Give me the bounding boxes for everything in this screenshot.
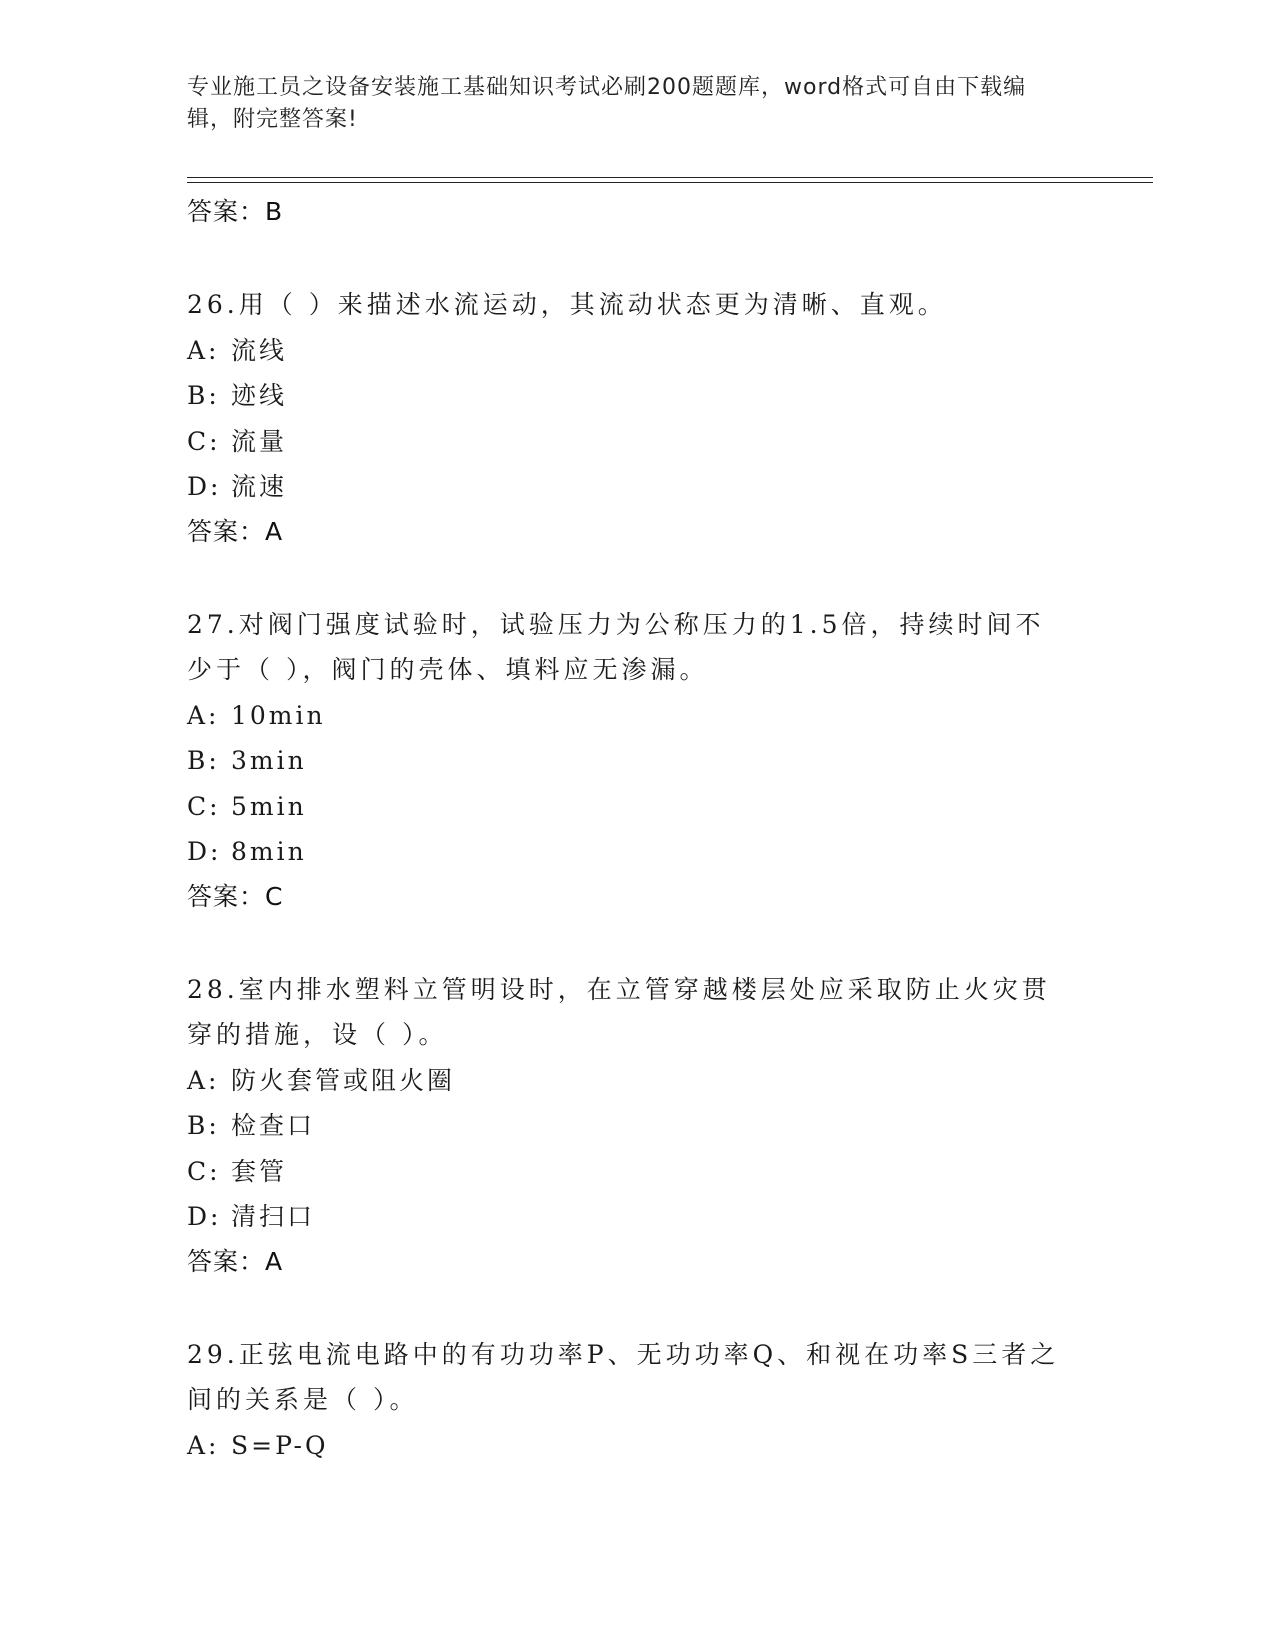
option-a	[187, 1058, 1087, 1104]
option-key: D:	[187, 837, 222, 866]
option-text: 迹线	[231, 381, 288, 410]
option-key: C:	[187, 1156, 221, 1186]
spacer	[187, 234, 1087, 282]
option-a	[187, 1423, 1087, 1469]
option-key: A:	[187, 1430, 220, 1460]
question-list	[187, 190, 1087, 1468]
option-text: 流量	[231, 426, 288, 456]
spacer	[187, 554, 1087, 602]
question-text: 29.正弦电流电路中的有功功率P、无功功率Q、和视在功率S三者之间的关系是（ ）。	[187, 1339, 1060, 1414]
option-key: C:	[187, 426, 221, 456]
option-key: A:	[187, 700, 220, 730]
option-c	[187, 1149, 1087, 1195]
option-key: B:	[187, 1111, 220, 1140]
option-key: B:	[187, 381, 220, 410]
question-text: 26.用（ ）来描述水流运动，其流动状态更为清晰、直观。	[187, 290, 947, 319]
option-text: 流速	[231, 472, 288, 501]
option-b	[187, 738, 1087, 784]
option-a	[187, 328, 1087, 374]
question-text: 28.室内排水塑料立管明设时，在立管穿越楼层处应采取防止火灾贯穿的措施，设（ ）。	[187, 974, 1051, 1049]
answer-line: 答案：A	[187, 1246, 284, 1276]
option-text: 清扫口	[231, 1202, 316, 1231]
option-c	[187, 419, 1087, 465]
option-b	[187, 1103, 1087, 1149]
option-d	[187, 1194, 1087, 1240]
option-c	[187, 784, 1087, 830]
question-text: 27.对阀门强度试验时，试验压力为公称压力的1.5倍，持续时间不少于（ ），阀门的壳体、填料应无渗漏。	[187, 609, 1045, 684]
option-text: 套管	[231, 1156, 288, 1186]
answer-line: 答案：A	[187, 516, 284, 546]
option-text: 8min	[231, 837, 307, 866]
option-text: 防火套管或阻火圈	[231, 1065, 456, 1095]
option-d	[187, 829, 1087, 875]
option-text: 3min	[231, 746, 307, 775]
document-header: 专业施工员之设备安装施工基础知识考试必刷200题题库，word格式可自由下载编辑，附完整答案!	[187, 75, 1027, 132]
spacer	[187, 1284, 1087, 1332]
option-key: D:	[187, 472, 222, 501]
answer-line: 答案：C	[187, 881, 284, 911]
option-key: C:	[187, 791, 221, 821]
header-divider-bottom	[187, 182, 1153, 183]
option-key: D:	[187, 1202, 222, 1231]
option-d	[187, 464, 1087, 510]
option-key: B:	[187, 746, 220, 775]
option-key: A:	[187, 335, 220, 365]
option-text: S=P-Q	[231, 1430, 329, 1460]
option-text: 流线	[231, 335, 288, 365]
option-text: 10min	[231, 700, 326, 730]
header-divider-top	[187, 177, 1153, 178]
option-b	[187, 373, 1087, 419]
option-text: 检查口	[231, 1111, 316, 1140]
option-a	[187, 693, 1087, 739]
spacer	[187, 919, 1087, 967]
answer-line: 答案：B	[187, 197, 284, 226]
option-text: 5min	[231, 791, 307, 821]
option-key: A:	[187, 1065, 220, 1095]
